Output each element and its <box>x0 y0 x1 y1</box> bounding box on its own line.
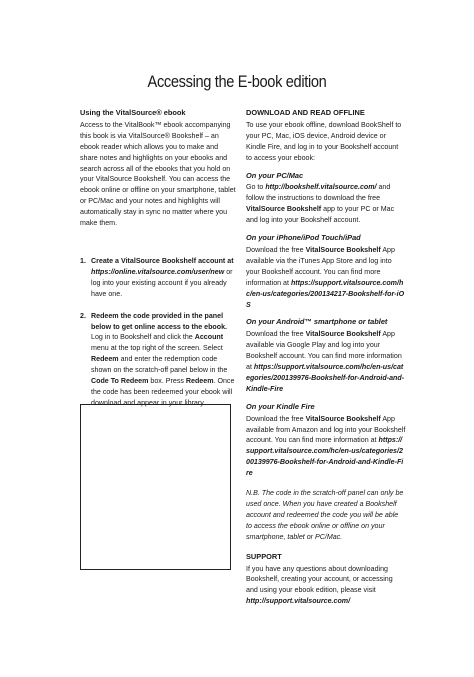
app-name: VitalSource Bookshelf <box>305 245 381 254</box>
step2-text-e: . Once the code has been redeemed your ebook will download and appear in your library. <box>91 377 235 407</box>
create-account-link[interactable]: https://online.vitalsource.com/user/new <box>91 267 225 276</box>
scratch-off-panel <box>80 404 231 570</box>
right-column <box>246 108 406 607</box>
pc-text-c: app to your PC or Mac and log into your Bookshelf account. <box>246 205 395 225</box>
pc-mac-paragraph <box>246 182 406 226</box>
app-name: VitalSource Bookshelf <box>305 330 381 339</box>
download-paragraph: To use your ebook offline, download BookShelf to your PC, Mac, iOS device, Android device or Kindle Fire, and log in to your Bookshelf account to access your ebook: <box>246 120 402 162</box>
list-item <box>80 256 237 300</box>
step-number: 2. <box>80 311 86 320</box>
ios-text-a: Download the free <box>246 245 304 254</box>
step2-text-d: box. Press <box>150 377 184 386</box>
ios-support-link[interactable]: https://support.vitalsource.com/hc/en-us/categories/200134217-Bookshelf-for-iOS <box>246 278 405 309</box>
app-name: VitalSource Bookshelf <box>305 414 381 423</box>
step2-text-c: and enter the redemption code shown on the scratch-off panel below in the <box>91 355 228 375</box>
support-link[interactable]: http://support.vitalsource.com/ <box>246 597 351 606</box>
support-text-a: If you have any questions about downloading Bookshelf, creating your account, or accessing and using your ebook edition, please visit <box>246 564 393 595</box>
android-support-link[interactable]: https://support.vitalsource.com/hc/en-us/categories/200139976-Bookshelf-for-Android-and-Kindle-Fire <box>246 363 405 393</box>
app-name: VitalSource Bookshelf <box>246 205 322 214</box>
kindle-text-a: Download the free <box>246 414 304 423</box>
android-text-b: App available via Google Play and log into your Bookshelf account. You can find more information at <box>246 330 402 372</box>
page-title: Accessing the E-book edition <box>147 72 327 91</box>
android-heading: On your Android™ smartphone or tablet <box>246 317 388 327</box>
account-menu-label: Account <box>194 333 224 342</box>
ios-paragraph <box>246 245 406 310</box>
list-item <box>80 311 237 409</box>
step1-rest-text: or log into your existing account if you already have one. <box>91 267 233 298</box>
ios-text-b: App available via the iTunes App Store and log into your Bookshelf account. You can find more information at <box>246 245 395 287</box>
pc-text-a: Go to <box>246 183 264 192</box>
bookshelf-link[interactable]: http://bookshelf.vitalsource.com/ <box>265 183 377 192</box>
support-heading: SUPPORT <box>246 551 282 561</box>
redeem-label-2: Redeem <box>185 377 214 386</box>
steps-list <box>80 256 237 409</box>
step1-bold-text: Create a VitalSource Bookshelf account at <box>91 256 234 265</box>
download-heading: DOWNLOAD AND READ OFFLINE <box>246 108 365 117</box>
android-paragraph <box>246 329 406 394</box>
ebook-heading: Using the VitalSource® ebook <box>80 108 186 117</box>
step2-text-a: Log in to Bookshelf and click the <box>91 333 193 342</box>
android-text-a: Download the free <box>246 330 304 339</box>
code-to-redeem-label: Code To Redeem <box>91 377 149 386</box>
redeem-label: Redeem <box>91 355 119 364</box>
step2-bold-text: Redeem the code provided in the panel below to get online access to the ebook. <box>91 311 227 331</box>
kindle-support-link[interactable]: https://support.vitalsource.com/hc/en-us/categories/200139976-Bookshelf-for-Android-and-Kindle-Fire <box>246 436 404 478</box>
pc-mac-heading: On your PC/Mac <box>246 170 304 180</box>
pc-text-b: and follow the instructions to download the free <box>246 183 391 203</box>
kindle-text-b: App available from Amazon and log into your Bookshelf account. You can find more information at <box>246 414 406 445</box>
note-paragraph: N.B. The code in the scratch-off panel can only be used once. When you have created a Bookshelf account and redeemed the code you will be able to access the ebook online or offline on your smartphone, tablet or PC/Mac. <box>246 489 404 541</box>
kindle-heading: On your Kindle Fire <box>246 401 315 411</box>
step2-text-b: menu at the top right of the screen. Select <box>91 344 223 353</box>
support-paragraph <box>246 564 406 608</box>
ios-heading: On your iPhone/iPod Touch/iPad <box>246 233 361 243</box>
kindle-paragraph <box>246 414 406 479</box>
step-number: 1. <box>80 256 86 265</box>
left-column <box>80 108 237 420</box>
intro-paragraph: Access to the VitalBook™ ebook accompanying this book is via VitalSource® Bookshelf – an ebook reader which allows you to make and share notes and highlights on your ebooks and search across all of the ebooks that you hold on your VitalSource Bookshelf. You can access the ebook online or offline on your smartphone, tablet or PC/Mac and your notes and highlights will automatically stay in sync no matter where you make them. <box>80 120 236 228</box>
